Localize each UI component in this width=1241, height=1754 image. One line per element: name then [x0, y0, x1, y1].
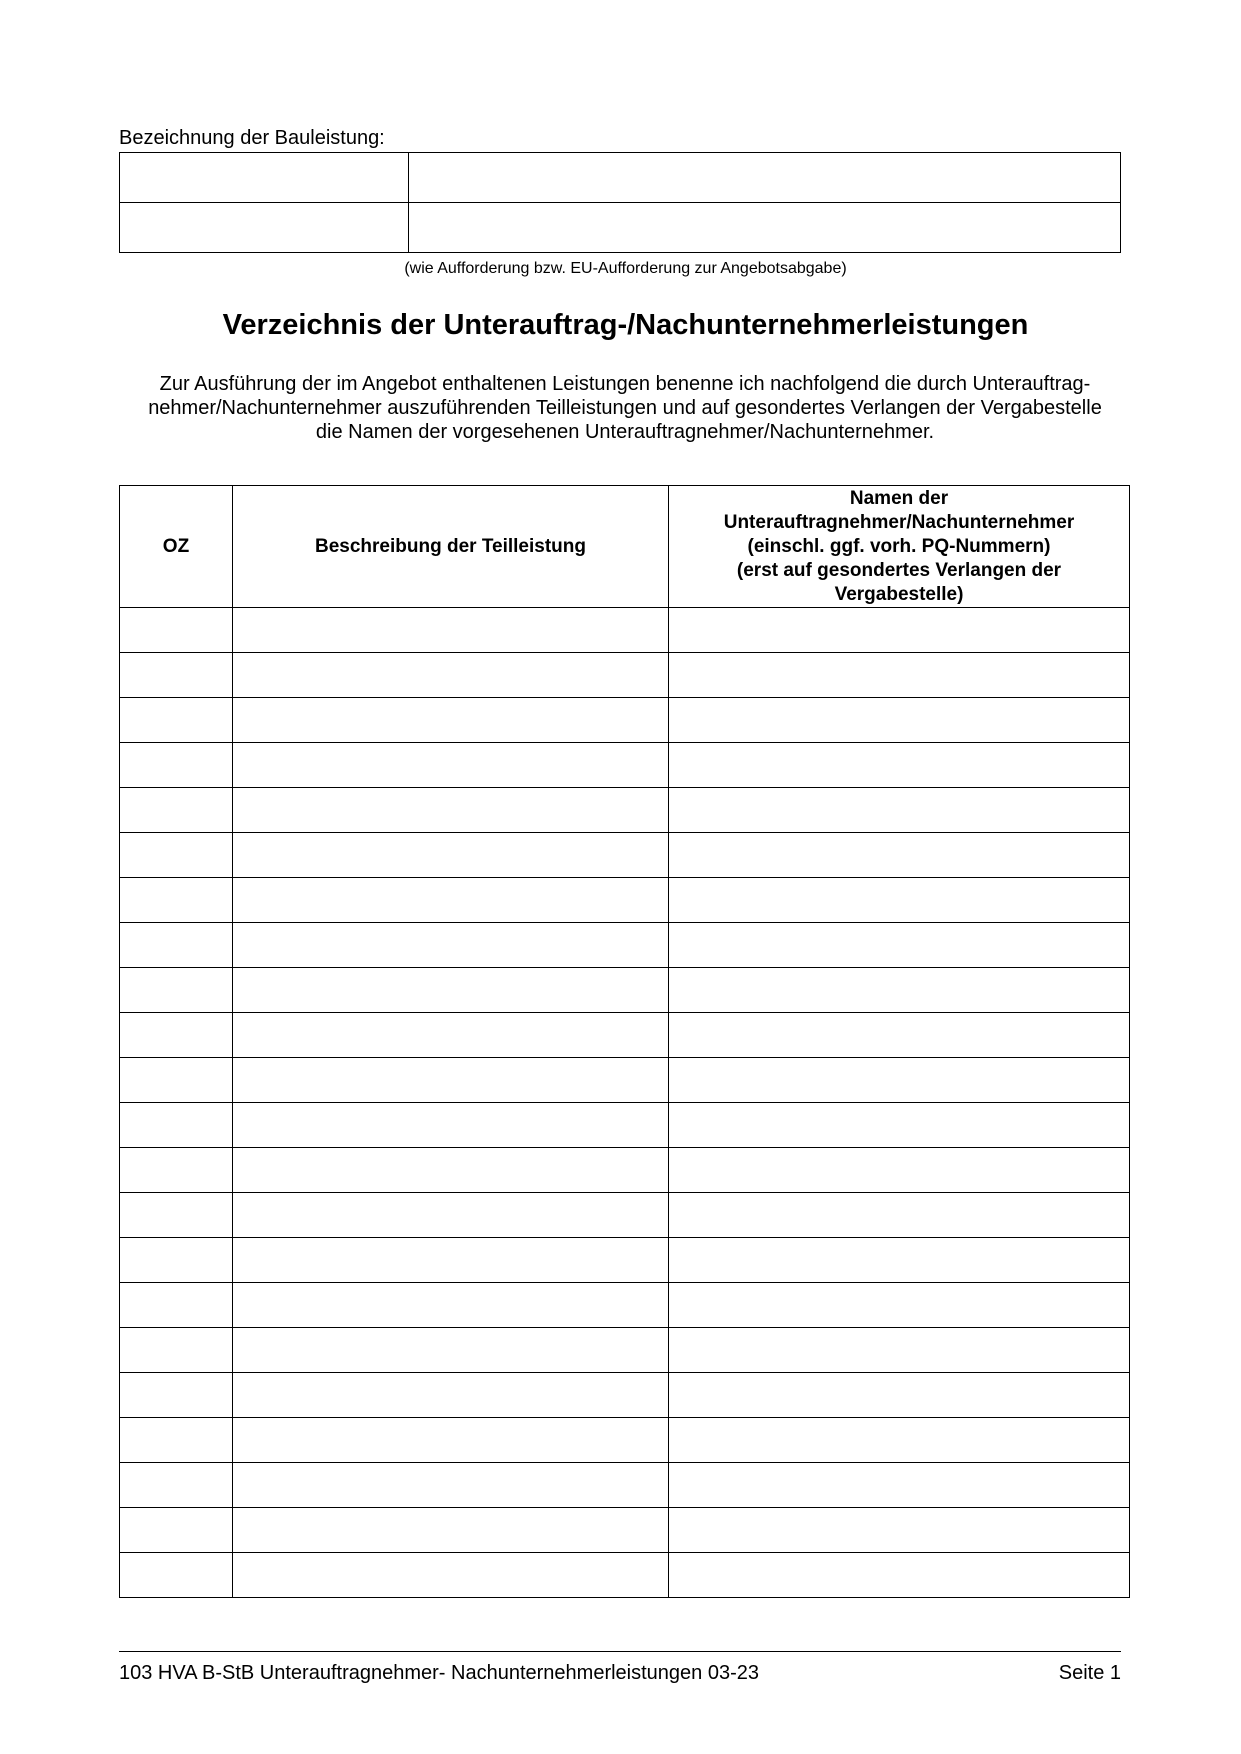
namen-cell[interactable] [669, 1553, 1130, 1598]
beschreibung-cell[interactable] [233, 1058, 669, 1103]
bauleistung-field[interactable] [409, 153, 1121, 203]
namen-cell[interactable] [669, 968, 1130, 1013]
table-row [120, 743, 1130, 788]
oz-cell[interactable] [120, 653, 233, 698]
beschreibung-cell[interactable] [233, 788, 669, 833]
namen-cell[interactable] [669, 1103, 1130, 1148]
bauleistung-field[interactable] [120, 203, 409, 253]
bauleistung-hint: (wie Aufforderung bzw. EU-Aufforderung zur Angebotsabgabe) [404, 260, 847, 277]
table-row [120, 1193, 1130, 1238]
namen-cell[interactable] [669, 1148, 1130, 1193]
table-row [120, 1013, 1130, 1058]
table-row [120, 1463, 1130, 1508]
bauleistung-field[interactable] [120, 153, 409, 203]
header-line: Unterauftragnehmer/Nachunternehmer [723, 511, 1075, 533]
header-line: (erst auf gesondertes Verlangen der [736, 559, 1062, 581]
table-row [120, 968, 1130, 1013]
namen-cell[interactable] [669, 1508, 1130, 1553]
table-row [120, 1148, 1130, 1193]
table-row [120, 833, 1130, 878]
beschreibung-cell[interactable] [233, 1148, 669, 1193]
table-row [120, 878, 1130, 923]
namen-cell[interactable] [669, 1373, 1130, 1418]
beschreibung-cell[interactable] [233, 1193, 669, 1238]
oz-cell[interactable] [120, 1238, 233, 1283]
beschreibung-cell[interactable] [233, 1373, 669, 1418]
beschreibung-cell[interactable] [233, 968, 669, 1013]
oz-cell[interactable] [120, 608, 233, 653]
header-line: Namen der [849, 487, 949, 509]
namen-cell[interactable] [669, 1283, 1130, 1328]
table-row [120, 923, 1130, 968]
table-row [120, 1373, 1130, 1418]
oz-cell[interactable] [120, 1553, 233, 1598]
table-row [120, 608, 1130, 653]
beschreibung-cell[interactable] [233, 1463, 669, 1508]
namen-cell[interactable] [669, 878, 1130, 923]
table-row [120, 1238, 1130, 1283]
namen-cell[interactable] [669, 1013, 1130, 1058]
column-header-beschreibung: Beschreibung der Teilleistung [233, 486, 669, 608]
oz-cell[interactable] [120, 1058, 233, 1103]
beschreibung-cell[interactable] [233, 1013, 669, 1058]
column-header-namen [669, 486, 1130, 608]
namen-cell[interactable] [669, 1193, 1130, 1238]
beschreibung-cell[interactable] [233, 743, 669, 788]
namen-cell[interactable] [669, 1058, 1130, 1103]
oz-cell[interactable] [120, 1148, 233, 1193]
oz-cell[interactable] [120, 1193, 233, 1238]
namen-cell[interactable] [669, 923, 1130, 968]
oz-cell[interactable] [120, 833, 233, 878]
table-row [120, 1103, 1130, 1148]
subcontractor-table [119, 485, 1130, 1598]
namen-cell[interactable] [669, 1328, 1130, 1373]
bauleistung-field[interactable] [409, 203, 1121, 253]
namen-cell[interactable] [669, 1418, 1130, 1463]
oz-cell[interactable] [120, 878, 233, 923]
beschreibung-cell[interactable] [233, 653, 669, 698]
namen-cell[interactable] [669, 698, 1130, 743]
beschreibung-cell[interactable] [233, 1508, 669, 1553]
table-row [120, 1418, 1130, 1463]
beschreibung-cell[interactable] [233, 878, 669, 923]
table-row [120, 1328, 1130, 1373]
beschreibung-cell[interactable] [233, 608, 669, 653]
namen-cell[interactable] [669, 1463, 1130, 1508]
document-title: Verzeichnis der Unterauftrag-/Nachunternehmerleistungen [222, 309, 1029, 341]
beschreibung-cell[interactable] [233, 1328, 669, 1373]
oz-cell[interactable] [120, 1373, 233, 1418]
intro-paragraph [119, 372, 1131, 444]
footer-divider [119, 1651, 1121, 1652]
footer-page-number: Seite 1 [1058, 1662, 1121, 1684]
oz-cell[interactable] [120, 1103, 233, 1148]
bauleistung-label: Bezeichnung der Bauleistung: [119, 127, 385, 149]
oz-cell[interactable] [120, 788, 233, 833]
table-header-row [120, 486, 1130, 608]
beschreibung-cell[interactable] [233, 1418, 669, 1463]
oz-cell[interactable] [120, 923, 233, 968]
oz-cell[interactable] [120, 1463, 233, 1508]
oz-cell[interactable] [120, 1418, 233, 1463]
oz-cell[interactable] [120, 698, 233, 743]
bauleistung-table [119, 152, 1121, 253]
header-line: Vergabestelle) [834, 583, 964, 605]
oz-cell[interactable] [120, 968, 233, 1013]
beschreibung-cell[interactable] [233, 698, 669, 743]
beschreibung-cell[interactable] [233, 833, 669, 878]
namen-cell[interactable] [669, 608, 1130, 653]
oz-cell[interactable] [120, 1508, 233, 1553]
beschreibung-cell[interactable] [233, 1103, 669, 1148]
table-row [120, 698, 1130, 743]
namen-cell[interactable] [669, 743, 1130, 788]
header-line: (einschl. ggf. vorh. PQ-Nummern) [747, 535, 1051, 557]
beschreibung-cell[interactable] [233, 923, 669, 968]
table-row [120, 1508, 1130, 1553]
table-row [120, 788, 1130, 833]
oz-cell[interactable] [120, 743, 233, 788]
column-header-oz: OZ [120, 486, 233, 608]
table-row [120, 1058, 1130, 1103]
oz-cell[interactable] [120, 1328, 233, 1373]
beschreibung-cell[interactable] [233, 1283, 669, 1328]
table-body [120, 608, 1130, 1598]
table-row [120, 1553, 1130, 1598]
oz-cell[interactable] [120, 1013, 233, 1058]
footer-document-id: 103 HVA B-StB Unterauftragnehmer- Nachunternehmerleistungen 03-23 [119, 1662, 759, 1684]
oz-cell[interactable] [120, 1283, 233, 1328]
beschreibung-cell[interactable] [233, 1238, 669, 1283]
table-row [120, 653, 1130, 698]
intro-line: Zur Ausführung der im Angebot enthaltenen Leistungen benenne ich nachfolgend die durch Unterauftrag- [159, 373, 1091, 395]
beschreibung-cell[interactable] [233, 1553, 669, 1598]
namen-cell[interactable] [669, 1238, 1130, 1283]
intro-line: die Namen der vorgesehenen Unterauftragnehmer/Nachunternehmer. [315, 421, 935, 443]
table-row [120, 1283, 1130, 1328]
namen-cell[interactable] [669, 833, 1130, 878]
intro-line: nehmer/Nachunternehmer auszuführenden Teilleistungen und auf gesondertes Verlangen der Vergabestelle [148, 397, 1102, 419]
namen-cell[interactable] [669, 653, 1130, 698]
namen-cell[interactable] [669, 788, 1130, 833]
